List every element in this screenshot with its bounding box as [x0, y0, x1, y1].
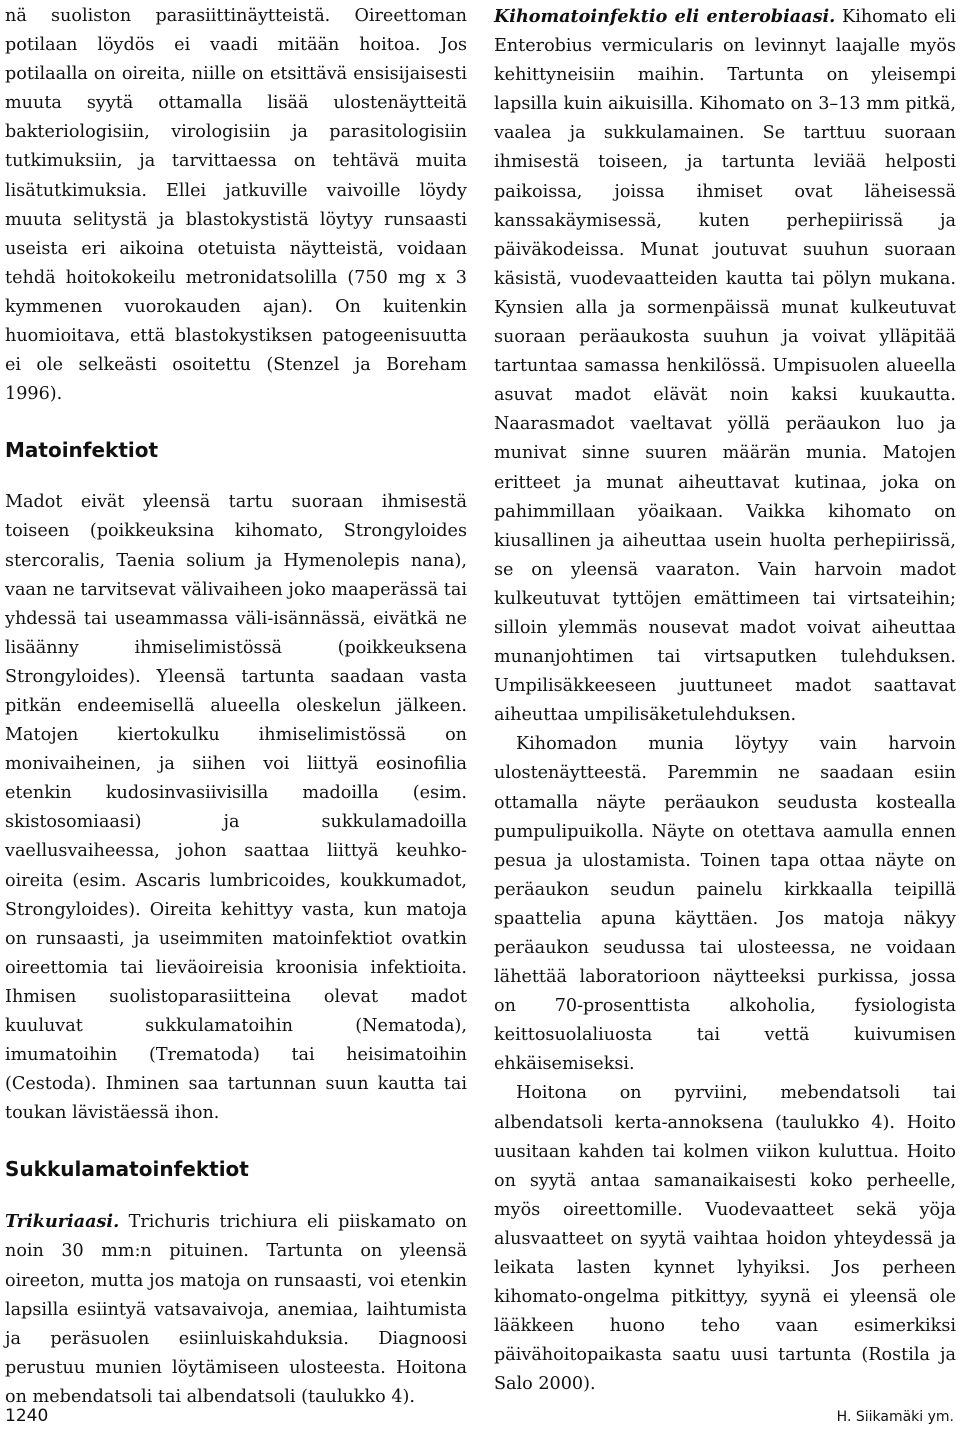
heading-sukkulamatoinfektiot: Sukkulamatoinfektiot — [5, 1157, 249, 1182]
paragraph-worm-infections: Madot eivät yleensä tartu suoraan ihmisestä toiseen (poikkeuksina kihomato, Strongyloides stercoralis, Taenia solium ja Hymenolepis nana), vaan ne tarvitsevat välivaiheen joko maaperässä tai yhdessä tai useammassa väli-isännässä, eivätkä ne lisäänny ihmiselimistössä (poikkeuksena Strongyloides). Yleensä tartunta saadaan vasta pitkän endeemisellä alueella oleskelun jälkeen. Matojen kiertokulku ihmiselimistössä on monivaiheinen, ja siihen voi liittyä eosinofilia etenkin kudosinvasiivisilla madoilla (esim. skistosomiaasi) ja sukkulamadoilla vaellusvaiheessa, johon saattaa liittyä keuhko-oireita (esim. Ascaris lumbricoides, koukkumadot, Strongyloides). Oireita kehittyy vasta, kun matoja on runsaasti, ja useimmiten matoinfektiot ovatkin oireettomia tai lieväoireisia kroonisia infektioita. Ihmisen suolistoparasiitteina olevat madot kuuluvat sukkulamatoihin (Nematoda), imumatoihin (Trematoda) tai heisimatoihin (Cestoda). Ihminen saa tartunnan suun kautta tai toukan lävistäessä ihon. — [5, 492, 467, 1124]
paragraph-pinworm-treatment: Hoitona on pyrviini, mebendatsoli tai albendatsoli kerta-annoksena (taulukko 4). Hoito uusitaan kahden tai kolmen viikon kuluttua. Hoito on syytä antaa samanaikaisesti koko perheelle, myös oireettomille. Vuodevaatteet sekä yöja alusvaatteet on syytä vaihtaa hoidon yhteydessä ja leikata lasten kynnet lyhyiksi. Jos perheen kihomato-ongelma pitkittyy, syynä ei yleensä ole lääkkeen huono teho vaan esimerkiksi päivähoitopaikasta saatu uusi tartunta (Rostila ja Salo 2000). — [494, 1083, 956, 1395]
paragraph-enterobiasis-text: Kihomato eli Enterobius vermicularis on levinnyt laajalle myös kehittyneisiin maihin. Tartunta on yleisempi lapsilla kuin aikuisilla. Kihomato on 3–13 mm pitkä, vaalea ja sukkulamainen. Se tarttuu suoraan ihmisestä toiseen, ja tartunta leviää helposti paikoissa, joissa ihmiset ovat läheisessä kanssakäymisessä, kuten perhepiirissä ja päiväkodeissa. Munat joutuvat suuhun suoraan käsistä, vuodevaatteiden kautta tai pölyn mukana. Kynsien alla ja sormenpäissä munat kulkeutuvat suoraan peräaukosta suuhun ja voivat ylläpitää tartuntaa samassa henkilössä. Umpisuolen alueella asuvat madot elävät noin kaksi kuukautta. Naarasmadot vaeltavat yöllä peräaukon luo ja munivat sinne suuren määrän munia. Matojen eritteet ja munat aiheuttavat kutinaa, joka on pahimmillaan yöaikaan. Vaikka kihomato on kiusallinen ja aiheuttaa usein huolta perhepiirissä, se on yleensä vaaraton. Vain harvoin madot kulkeutuvat tyttöjen emättimeen tai virtsateihin; silloin ylemmäs nousevat madot voivat aiheuttaa munanjohtimen tai virtsaputken tulehduksen. Umpilisäkkeeseen juuttuneet madot saattavat aiheuttaa umpilisäketulehduksen. — [494, 7, 956, 726]
heading-matoinfektiot: Matoinfektiot — [5, 438, 159, 463]
runin-kihomatoinfektio: Kihomatoinfektio eli enterobiaasi. — [494, 6, 836, 27]
author-credit: H. Siikamäki ym. — [836, 1409, 954, 1425]
paragraph-blastocystis-continued: nä suoliston parasiittinäytteistä. Oireettoman potilaan löydös ei vaadi mitään hoitoa. Jos potilaalla on oireita, niille on etsittävä ensisijaisesti muuta syytä ottamalla lisää ulostenäytteitä bakteriologisiin, virologisiin ja parasitologisiin tutkimuksiin, ja tarvittaessa on tehtävä muita lisätutkimuksia. Ellei jatkuville vaivoille löydy muuta selitystä ja blastokystistä löytyy runsaasti useista eri aikoina otetuista näytteistä, voidaan tehdä hoitokokeilu metronidatsolilla (750 mg x 3 kymmenen vuorokauden ajan). On kuitenkin huomioitava, että blastokystiksen patogeenisuutta ei ole selkeästi osoitettu (Stenzel ja Boreham 1996). — [5, 6, 467, 405]
paragraph-enterobiasis — [494, 2, 956, 730]
paragraph-pinworm-diagnosis: Kihomadon munia löytyy vain harvoin ulostenäytteestä. Paremmin ne saadaan esiin ottamalla näyte peräaukon seudusta kostealla pumpulipuikolla. Näyte on otettava aamulla ennen pesua ja ulostamista. Toinen tapa ottaa näyte on peräaukon seudun painelu kirkkaalla teipillä spaattelia apuna käyttäen. Jos matoja näkyy peräaukon seudussa tai ulosteessa, ne voidaan lähettää laboratorioon näytteeksi purkissa, jossa on 70-prosenttista alkoholia, fysiologista keittosuolaliuosta tai vettä kuivumisen ehkäisemiseksi. — [494, 734, 956, 1075]
left-column — [5, 2, 467, 1412]
runin-trikuriaasi: Trikuriaasi. — [5, 1211, 120, 1233]
right-column — [494, 2, 956, 1400]
paragraph-trichuriasis-text: Trichuris trichiura eli piiskamato on noin 30 mm:n pituinen. Tartunta on yleensä oireeton, mutta jos matoja on runsaasti, voi etenkin lapsilla esiintyä vatsavaivoja, anemiaa, laihtumista ja peräsuolen esiinluiskahduksia. Diagnoosi perustuu munien löytämiseen ulosteesta. Hoitona on mebendatsoli tai albendatsoli (taulukko 4). — [5, 1212, 467, 1407]
paragraph-trichuriasis — [5, 1207, 467, 1412]
page-number: 1240 — [5, 1406, 49, 1426]
